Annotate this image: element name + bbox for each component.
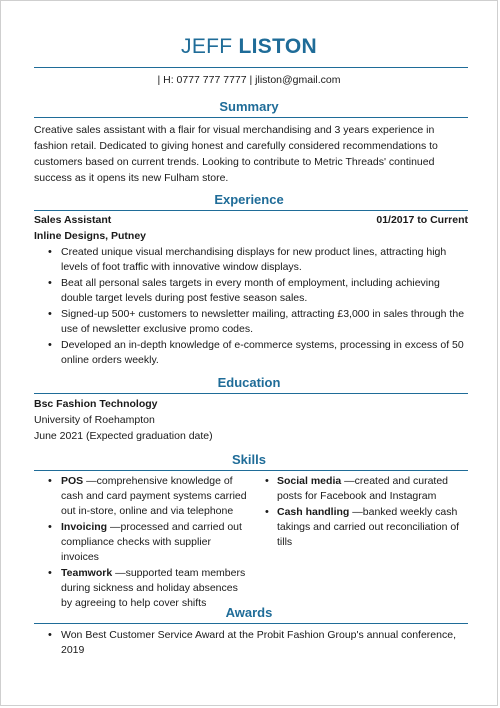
- job-title: Sales Assistant: [34, 214, 112, 226]
- section-heading-summary: Summary: [219, 99, 279, 114]
- education-degree: Bsc Fashion Technology: [34, 398, 158, 410]
- last-name: LISTON: [238, 35, 317, 58]
- skill-desc: —banked weekly cash takings and carried out reconciliation of tills: [277, 506, 460, 548]
- skill-name: Teamwork: [61, 567, 113, 579]
- contact-info: | H: 0777 777 7777 | jliston@gmail.com: [157, 74, 341, 86]
- skill-desc: —created and curated posts for Facebook and Instagram: [277, 475, 449, 502]
- skill-desc: —supported team members during sickness and holiday absences by agreeing to help cover shifts: [61, 567, 246, 609]
- skill-name: Cash handling: [277, 506, 350, 518]
- job-company: Inline Designs, Putney: [34, 230, 147, 242]
- skill-name: POS: [61, 475, 84, 487]
- education-school: University of Roehampton: [34, 414, 155, 426]
- skill-desc: —comprehensive knowledge of cash and card payment systems carried out in-store, online and via telephone: [61, 475, 247, 517]
- list-item: • Beat all personal sales targets in every month of employment, including achieving double target levels during post festive season sales.: [34, 276, 468, 306]
- divider: [34, 117, 468, 118]
- skill-item: [34, 474, 249, 519]
- skill-item: [34, 520, 249, 565]
- skills-left-column: [34, 474, 249, 612]
- skill-item: [251, 505, 468, 550]
- skill-name: Social media: [277, 475, 342, 487]
- divider: [34, 210, 468, 211]
- education-date: June 2021 (Expected graduation date): [34, 430, 213, 442]
- experience-bullets: [34, 245, 468, 369]
- candidate-name: [1, 35, 497, 59]
- section-heading-experience: Experience: [214, 192, 284, 207]
- divider: [34, 67, 468, 68]
- skills-right-column: [251, 474, 468, 551]
- list-item: • Developed an in-depth knowledge of e-commerce systems, processing in excess of 50 online orders weekly.: [34, 338, 468, 368]
- list-item: • Won Best Customer Service Award at the Probit Fashion Group's annual conference, 2019: [34, 628, 468, 658]
- divider: [34, 393, 468, 394]
- section-heading-education: Education: [217, 375, 281, 390]
- awards-list: [34, 628, 468, 659]
- skill-desc: —processed and carried out compliance checks with supplier invoices: [61, 521, 242, 563]
- divider: [34, 470, 468, 471]
- list-item: • Created unique visual merchandising displays for new product lines, attracting high levels of foot traffic with innovative window displays.: [34, 245, 468, 275]
- divider: [34, 623, 468, 624]
- list-item: • Signed-up 500+ customers to newsletter mailing, attracting £3,000 in sales through the use of newsletter exclusive promo codes.: [34, 307, 468, 337]
- job-header: [34, 214, 468, 226]
- skill-name: Invoicing: [61, 521, 108, 533]
- section-heading-awards: Awards: [225, 605, 273, 620]
- summary-text: Creative sales assistant with a flair for visual merchandising and 3 years experience in fashion retail. Dedicated to giving honest and carefully considered recommendations to customers based on current trends. Looking to contribute to Metric Threads' continued success as it opens its new Fulham store.: [34, 124, 438, 184]
- job-dates: 01/2017 to Current: [376, 214, 468, 226]
- first-name: JEFF: [181, 35, 233, 58]
- skill-item: [251, 474, 468, 504]
- section-heading-skills: Skills: [232, 452, 266, 467]
